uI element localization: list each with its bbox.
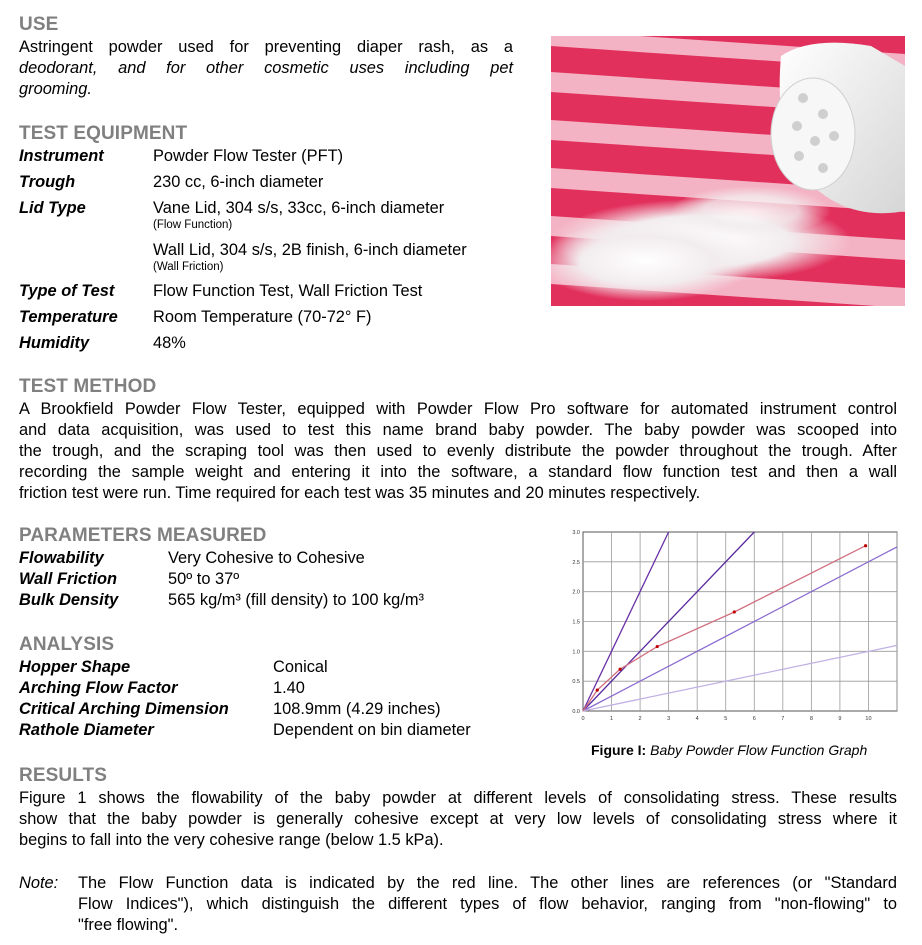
chart-y-tick-label: 0.5: [572, 679, 580, 686]
equipment-label-lid-type: Lid Type: [19, 199, 86, 217]
equipment-value-trough: 230 cc, 6-inch diameter: [153, 173, 324, 191]
analysis-value-hopper-shape: Conical: [273, 658, 328, 676]
parameters-label-flowability: Flowability: [19, 549, 104, 567]
chart-x-tick-label: 0: [581, 716, 585, 722]
equipment-value-type-of-test: Flow Function Test, Wall Friction Test: [153, 282, 423, 300]
parameters-value-bulk-density: 565 kg/m³ (fill density) to 100 kg/m³: [168, 591, 424, 609]
use-line-1: Astringent powder used for preventing diaper rash, as a: [19, 38, 513, 56]
chart-data-point: [656, 645, 659, 648]
results-note-label: Note:: [19, 874, 59, 892]
figure-caption-label: Figure I:: [591, 742, 647, 758]
chart-data-point: [596, 689, 599, 692]
use-line-3: grooming.: [19, 80, 92, 98]
chart-x-tick-label: 1: [610, 716, 614, 722]
chart-data-point: [619, 668, 622, 671]
equipment-note-flow-function: (Flow Function): [153, 219, 233, 231]
chart-y-tick-label: 2.5: [572, 559, 580, 566]
chart-x-tick-label: 6: [752, 716, 756, 722]
figure-caption-text: Baby Powder Flow Function Graph: [650, 742, 868, 758]
chart-x-tick-label: 2: [638, 716, 642, 722]
analysis-value-rathole-diameter: Dependent on bin diameter: [273, 721, 471, 739]
chart-data-point: [864, 544, 867, 547]
chart-y-tick-label: 2.0: [572, 589, 580, 596]
equipment-value-wall-lid: Wall Lid, 304 s/s, 2B finish, 6-inch diameter: [153, 241, 467, 259]
method-heading: TEST METHOD: [19, 376, 157, 397]
chart-y-tick-label: 0.0: [572, 709, 580, 715]
results-line-3: begins to fall into the very cohesive range (below 1.5 kPa).: [19, 831, 444, 849]
chart-x-tick-label: 3: [667, 716, 671, 722]
method-line-5: friction test were run. Time required for each test was 35 minutes and 20 minutes respectively.: [19, 484, 701, 502]
equipment-label-temperature: Temperature: [19, 308, 118, 326]
equipment-label-humidity: Humidity: [19, 334, 90, 352]
results-line-2: show that the baby powder is generally cohesive except at very low levels of consolidating stress where it: [19, 810, 897, 828]
results-heading: RESULTS: [19, 765, 107, 786]
parameters-value-flowability: Very Cohesive to Cohesive: [168, 549, 365, 567]
chart-x-tick-label: 7: [781, 716, 785, 722]
baby-powder-photo-image: [551, 36, 905, 306]
parameters-value-wall-friction: 50º to 37º: [168, 570, 240, 588]
chart-y-tick-label: 3.0: [572, 530, 580, 536]
equipment-value-instrument: Powder Flow Tester (PFT): [153, 147, 344, 165]
analysis-label-critical-arching-dimension: Critical Arching Dimension: [19, 700, 229, 718]
chart-x-tick-label: 9: [838, 716, 842, 722]
results-note-line-2: Flow Indices"), which distinguish the different types of flow behavior, ranging from "non-flowing" to: [78, 895, 897, 913]
equipment-value-humidity: 48%: [153, 334, 186, 352]
analysis-label-rathole-diameter: Rathole Diameter: [19, 721, 154, 739]
equipment-label-instrument: Instrument: [19, 147, 104, 165]
method-line-4: recording the sample weight and entering it into the software, a standard flow function test and then a wall: [19, 463, 897, 481]
baby-powder-photo: [551, 36, 905, 306]
results-line-1: Figure 1 shows the flowability of the baby powder at different levels of consolidating stress. These results: [19, 789, 897, 807]
chart-y-tick-label: 1.5: [572, 619, 580, 626]
equipment-label-type-of-test: Type of Test: [19, 282, 115, 300]
equipment-heading: TEST EQUIPMENT: [19, 123, 188, 144]
chart-x-tick-label: 10: [865, 716, 872, 722]
parameters-label-bulk-density: Bulk Density: [19, 591, 119, 609]
flow-function-graph: [563, 528, 903, 726]
analysis-label-hopper-shape: Hopper Shape: [19, 658, 131, 676]
equipment-label-trough: Trough: [19, 173, 76, 191]
equipment-value-vane-lid: Vane Lid, 304 s/s, 33cc, 6-inch diameter: [153, 199, 445, 217]
method-line-2: and data acquisition, was used to test this name brand baby powder. The baby powder was scooped into: [19, 421, 897, 439]
equipment-value-temperature: Room Temperature (70-72° F): [153, 308, 372, 326]
chart-data-point: [733, 610, 736, 613]
chart-x-tick-label: 8: [809, 716, 813, 722]
use-heading: USE: [19, 14, 59, 35]
results-note-line-3: "free flowing".: [78, 916, 179, 934]
use-line-2: deodorant, and for other cosmetic uses including pet: [19, 59, 513, 77]
method-line-3: the trough, and the scraping tool was then used to evenly distribute the powder throughout the trough. After: [19, 442, 897, 460]
parameters-heading: PARAMETERS MEASURED: [19, 525, 267, 546]
figure-caption: [591, 742, 867, 758]
method-line-1: A Brookfield Powder Flow Tester, equipped with Powder Flow Pro software for automated instrument control: [19, 400, 897, 418]
chart-y-tick-label: 1.0: [572, 649, 580, 656]
analysis-heading: ANALYSIS: [19, 634, 115, 655]
results-note-line-1: The Flow Function data is indicated by the red line. The other lines are references (or "Standard: [78, 874, 897, 892]
chart-x-tick-label: 4: [695, 716, 699, 722]
flow-function-chart: [563, 528, 903, 726]
equipment-note-wall-friction: (Wall Friction): [153, 261, 224, 273]
parameters-label-wall-friction: Wall Friction: [19, 570, 118, 588]
analysis-label-arching-flow-factor: Arching Flow Factor: [19, 679, 178, 697]
analysis-value-arching-flow-factor: 1.40: [273, 679, 305, 697]
chart-x-tick-label: 5: [724, 716, 728, 722]
analysis-value-critical-arching-dimension: 108.9mm (4.29 inches): [273, 700, 441, 718]
